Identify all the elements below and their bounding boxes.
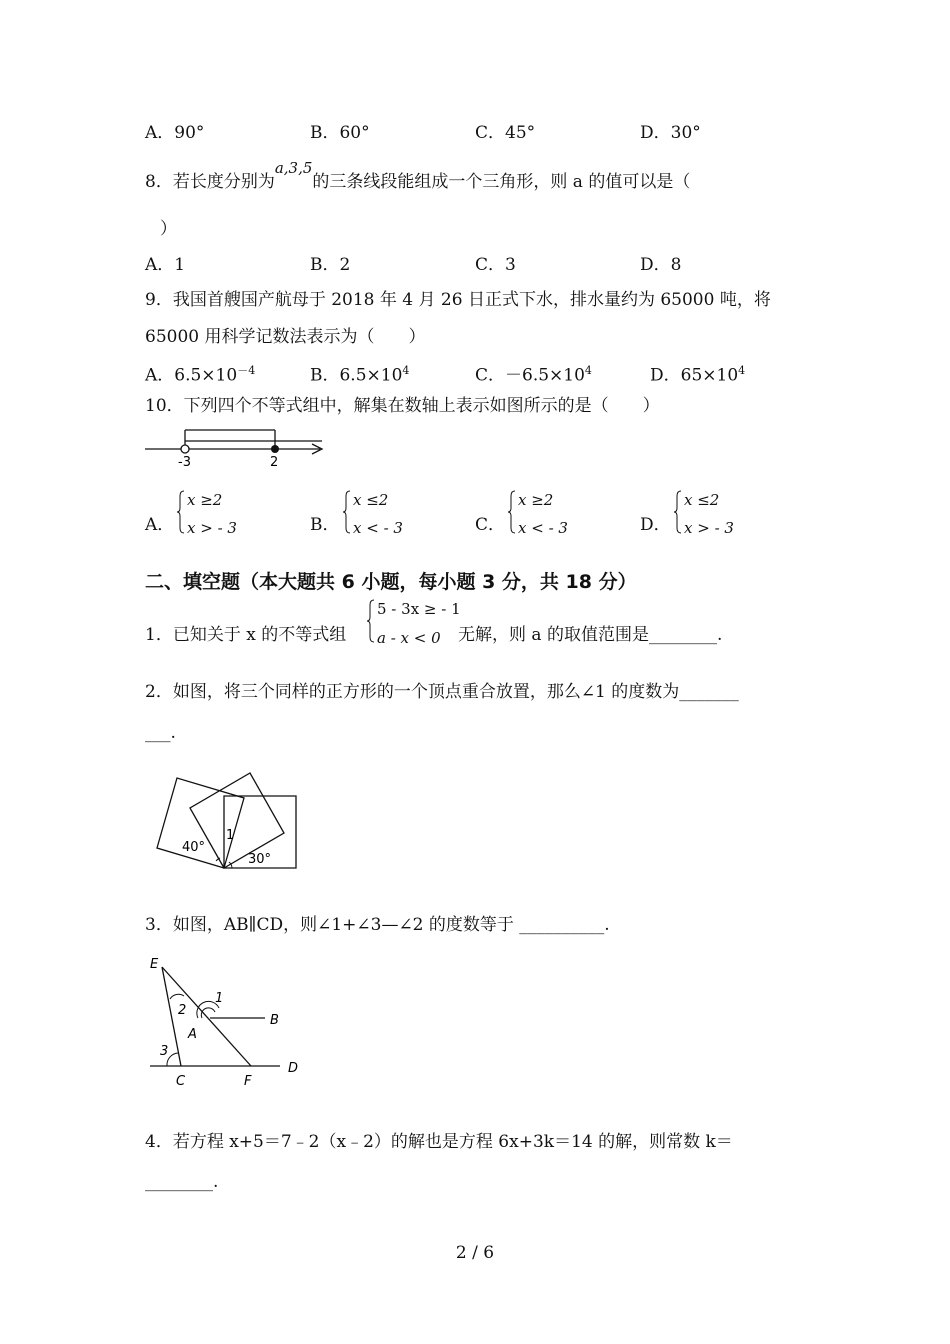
q10-option-b-system (343, 488, 433, 540)
three-squares-figure (150, 765, 310, 875)
brace-icon (508, 490, 516, 534)
q9-option-d-exp: 4 (738, 364, 746, 377)
number-line-label-right: 2 (270, 455, 279, 470)
q8-close-paren: ） (160, 219, 177, 239)
q9-option-a-base: A．6.5×10 (145, 365, 238, 386)
q8-text-post: 的三条线段能组成一个三角形，则 a 的值可以是（ (312, 172, 691, 192)
f4-line-2: ________. (145, 1172, 219, 1192)
angle-label-1: 1 (215, 991, 224, 1006)
q9-option-c-base: C．－6.5×10 (475, 365, 585, 386)
q7-option-b: B．60° (310, 123, 370, 143)
q10-b-row2: x < - 3 (353, 519, 403, 537)
open-dot-icon (181, 445, 189, 453)
q8-text-pre: 8．若长度分别为 (145, 172, 275, 192)
q10-option-a-label: A． (145, 515, 175, 535)
f2-line-2: ___. (145, 723, 176, 743)
q9-option-a-exp: －4 (237, 364, 256, 377)
angle-arc-2 (170, 994, 184, 999)
angle-label-40: 40° (182, 840, 206, 855)
q10-option-a-system (177, 488, 267, 540)
q8-option-a: A．1 (145, 255, 186, 275)
q7-option-d: D．30° (640, 123, 701, 143)
closed-dot-icon (271, 445, 279, 453)
q9-line-2: 65000 用科学记数法表示为（ ） (145, 327, 426, 347)
brace-icon (674, 490, 682, 534)
brace-icon (343, 490, 351, 534)
q10-d-row2: x > - 3 (684, 519, 734, 537)
brace-icon (367, 599, 375, 643)
point-label-c: C (176, 1074, 186, 1087)
q10-option-c-label: C． (475, 515, 506, 535)
f1-text-pre: 1．已知关于 x 的不等式组 (145, 625, 347, 645)
q8-expression: a,3,5 (274, 159, 313, 177)
f1-row1: 5 - 3x ≥ - 1 (377, 600, 461, 618)
q8-option-b: B．2 (310, 255, 351, 275)
f1-row2: a - x < 0 (377, 629, 441, 647)
angle-label-30: 30° (248, 852, 272, 867)
f4-line-1: 4．若方程 x+5＝7﹣2（x﹣2）的解也是方程 6x+3k＝14 的解，则常数 k＝ (145, 1132, 733, 1152)
q10-c-row1: x ≥2 (518, 491, 554, 509)
q9-option-b-exp: 4 (402, 364, 410, 377)
number-line-figure (140, 425, 330, 470)
q9-option-d-base: D．65×10 (650, 365, 739, 386)
point-label-a: A (188, 1027, 197, 1042)
q9-option-c-exp: 4 (584, 364, 592, 377)
q9-option-d (650, 360, 745, 387)
q10-option-c-system (508, 488, 598, 540)
q8-question (145, 159, 691, 193)
angle-arc-3 (167, 1053, 178, 1066)
q10-a-row2: x > - 3 (187, 519, 237, 537)
q8-option-d: D．8 (640, 255, 682, 275)
point-label-b: B (270, 1013, 279, 1028)
q9-option-b-base: B．6.5×10 (310, 365, 403, 386)
q10-option-b-label: B． (310, 515, 340, 535)
q10-option-d-system (674, 488, 764, 540)
q8-option-c: C．3 (475, 255, 516, 275)
angle-label-3: 3 (160, 1044, 169, 1059)
q7-option-a: A．90° (145, 123, 205, 143)
q9-option-c (475, 360, 592, 387)
point-label-f: F (244, 1074, 252, 1087)
q10-question: 10．下列四个不等式组中，解集在数轴上表示如图所示的是（ ） (145, 396, 660, 416)
q10-option-d-label: D． (640, 515, 671, 535)
point-label-e: E (150, 957, 159, 972)
angle-label-1: 1 (226, 828, 235, 843)
q9-option-b (310, 360, 409, 387)
q9-option-a (145, 360, 255, 387)
page-number: 2 / 6 (455, 1243, 495, 1263)
number-line-label-left: -3 (178, 455, 191, 470)
segment-ef (162, 967, 251, 1066)
q10-b-row1: x ≤2 (353, 491, 389, 509)
angle-label-2: 2 (178, 1003, 187, 1018)
point-label-d: D (288, 1061, 299, 1076)
q7-option-c: C．45° (475, 123, 536, 143)
q10-c-row2: x < - 3 (518, 519, 568, 537)
f3-question: 3．如图，AB∥CD，则∠1+∠3—∠2 的度数等于 __________. (145, 915, 610, 935)
f1-text-post: 无解，则 a 的取值范围是________. (458, 625, 723, 645)
brace-icon (177, 490, 185, 534)
section-2-heading: 二、填空题（本大题共 6 小题，每小题 3 分，共 18 分） (145, 571, 637, 593)
q10-d-row1: x ≤2 (684, 491, 720, 509)
q10-a-row1: x ≥2 (187, 491, 223, 509)
f1-inequality-system (367, 597, 461, 651)
f2-line-1: 2．如图，将三个同样的正方形的一个顶点重合放置，那么∠1 的度数为_______ (145, 682, 739, 702)
parallel-lines-figure (140, 952, 310, 1087)
q9-line-1: 9．我国首艘国产航母于 2018 年 4 月 26 日正式下水，排水量约为 65000 吨，将 (145, 290, 771, 310)
